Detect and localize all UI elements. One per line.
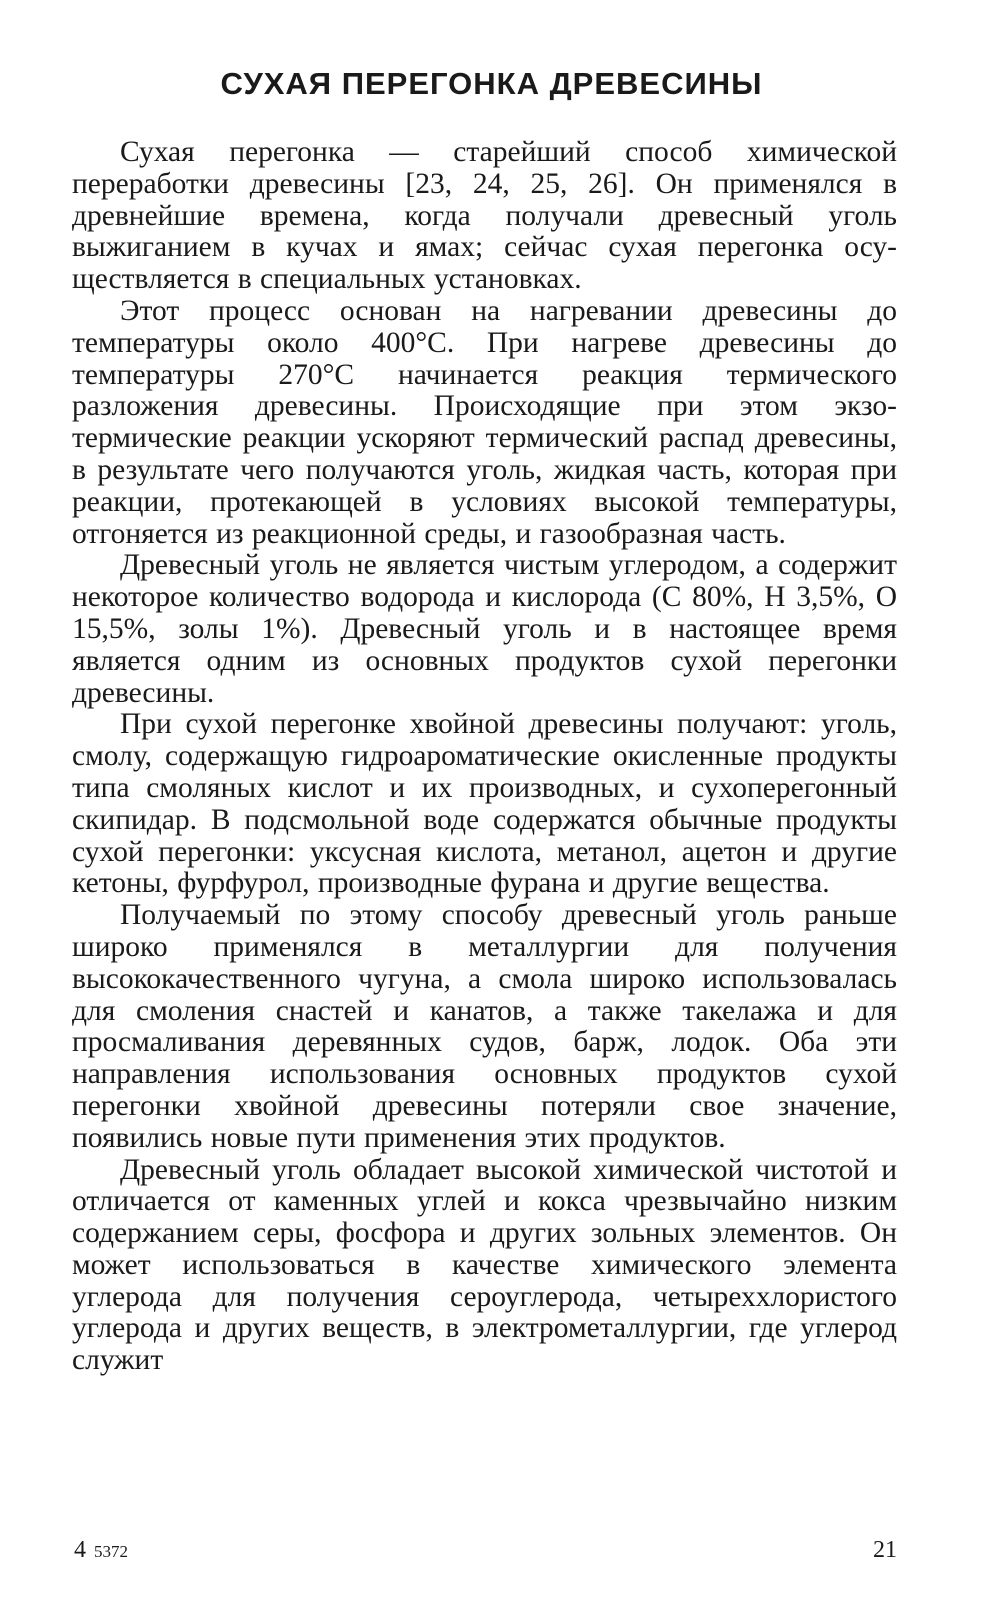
paragraph-2: Этот процесс основан на нагревании древесины до температуры около 400°C. При нагреве древесины до температуры 270°C начинается реакция термического разложения древесины. Происходящие при этом экзотермические реакции ускоряют термический распад древесины, в результате чего получаются уголь, жидкая часть, которая при реакции, протекающей в условиях высокой температуры, отгоняется из реакционной среды, и газообразная часть. (72, 294, 897, 550)
paragraph-4: При сухой перегонке хвойной древесины получают: уголь, смолу, содержащую гидроароматические окисленные продукты типа смоляных кислот и их производных, и сухоперегонный скипидар. В подсмольной воде содержатся обычные продукты сухой перегонки: уксусная кислота, метанол, ацетон и другие кетоны, фурфурол, производные фурана и другие вещества. (72, 708, 897, 900)
paragraph-6: Древесный уголь обладает высокой химической чистотой и отличается от каменных углей и кокса чрезвычайно низким содержанием серы, фосфора и других зольных элементов. Он может использоваться в качестве химического элемента углерода для получения сероуглерода, четыреххлористого углерода и других веществ, в электрометаллургии, где углерод служит (72, 1153, 897, 1377)
paragraph-5: Получаемый по этому способу древесный уголь раньше широко применялся в металлургии для получения высококачественного чугуна, а смола широко использовалась для смоления снастей и канатов, а также такелажа и для просмаливания деревянных судов, барж, лодок. Оба эти направления использования основных продуктов сухой перегонки хвойной древесины потеряли свое значение, появились новые пути применения этих продуктов. (72, 899, 897, 1154)
signature-number: 4 (74, 1537, 86, 1563)
page-title: СУХАЯ ПЕРЕГОНКА ДРЕВЕСИНЫ (220, 66, 763, 101)
paragraph-1: Сухая перегонка — старейший способ химической переработки древесины [23, 24, 25, 26]. Он применялся в древнейшие времена, когда получали древесный уголь выжиганием в кучах и ямах; сейчас сухая перегонка осуществляется в специальных установках. (72, 136, 897, 296)
body-text (72, 137, 897, 1377)
printer-signature (74, 1537, 128, 1564)
signature-code: 5372 (94, 1542, 128, 1561)
page-number: 21 (873, 1537, 897, 1563)
paragraph-3: Древесный уголь не является чистым углеродом, а содержит некоторое количество водорода и кислорода (C 80%, H 3,5%, O 15,5%, золы 1%). Древесный уголь и в настоящее время является одним из основных продуктов сухой перегонки древесины. (72, 549, 897, 709)
